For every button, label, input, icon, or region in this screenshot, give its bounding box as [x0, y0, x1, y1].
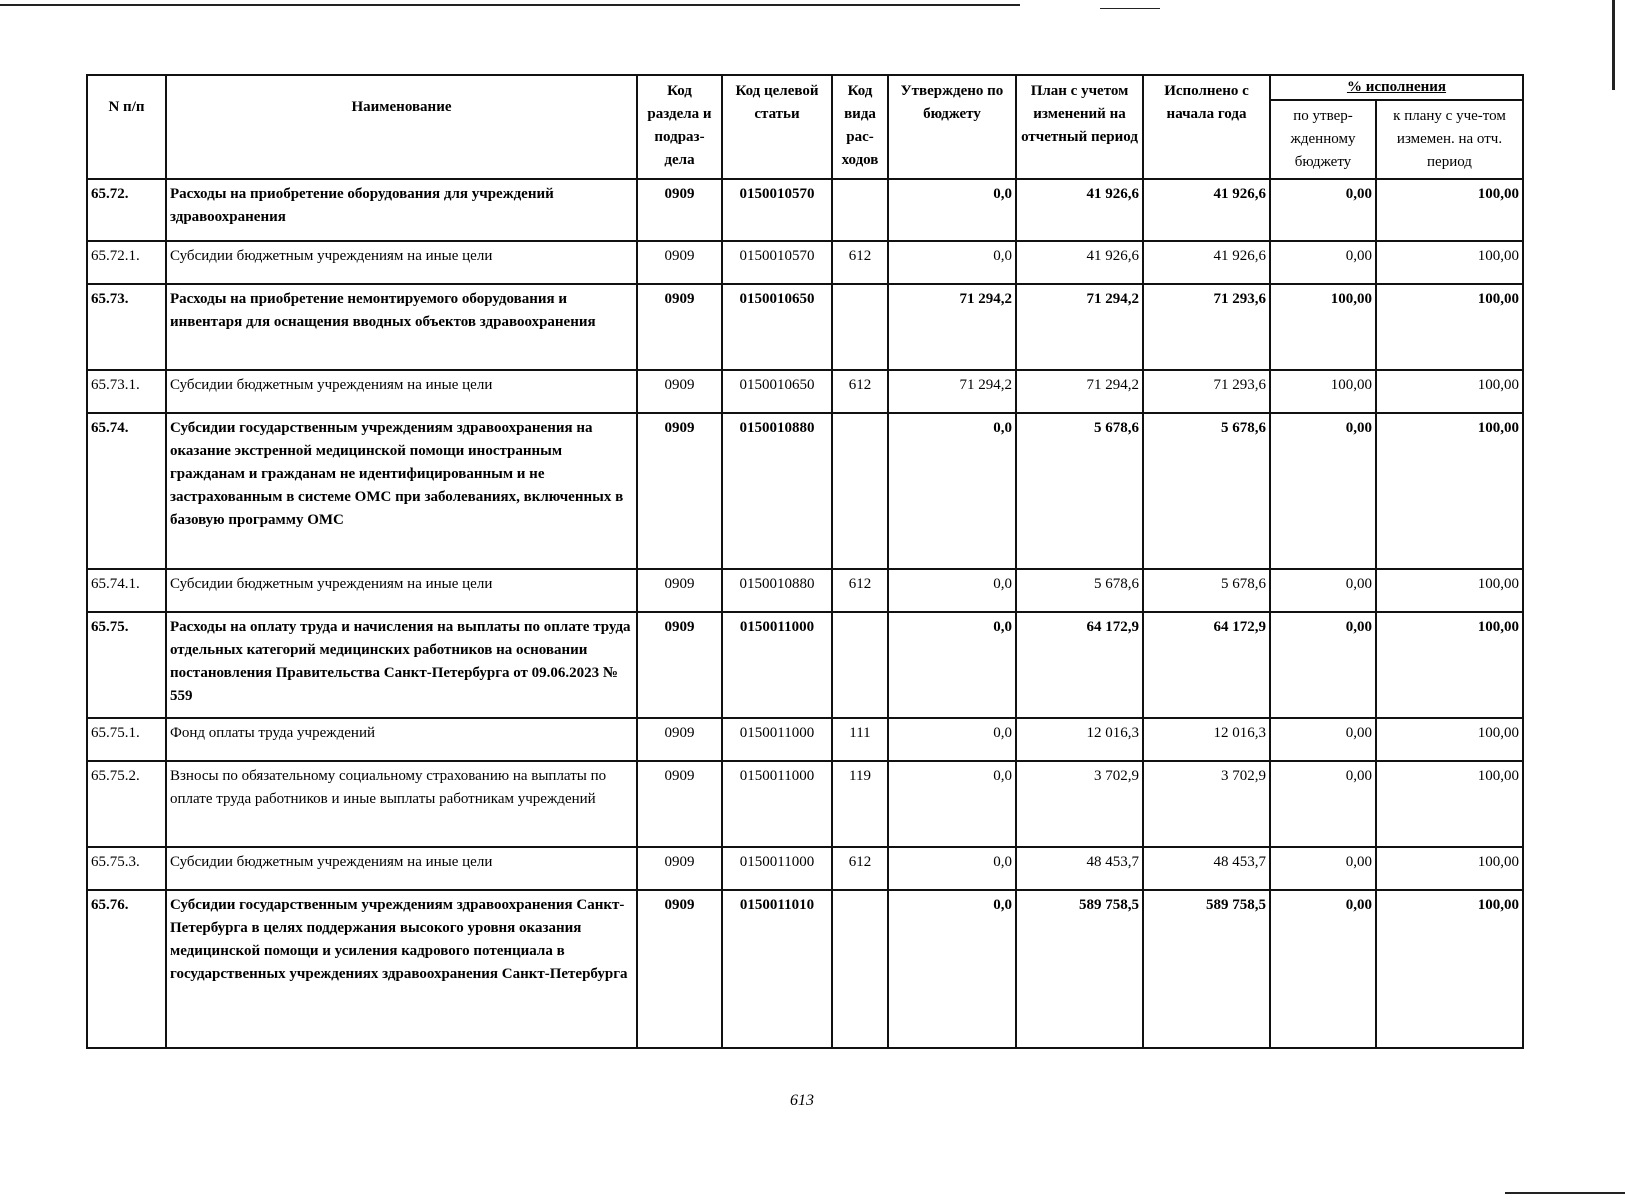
row-target-code: 0150010650 — [722, 370, 832, 413]
row-plan: 71 294,2 — [1016, 370, 1143, 413]
row-executed: 48 453,7 — [1143, 847, 1270, 890]
row-target-code: 0150010570 — [722, 241, 832, 284]
header-executed: Исполнено с начала года — [1143, 75, 1270, 179]
row-name: Субсидии государственным учреждениям здравоохранения Санкт-Петербурга в целях поддержания высокого уровня оказания медицинской помощи и усиления кадрового потенциала в государственных учреждениях здравоохранения Санкт-Петербурга — [166, 890, 637, 1048]
row-target-code: 0150011000 — [722, 761, 832, 847]
row-name: Взносы по обязательному социальному страхованию на выплаты по оплате труда работников и иные выплаты работникам учреждений — [166, 761, 637, 847]
row-expense-type — [832, 890, 888, 1048]
row-pct-approved: 0,00 — [1270, 413, 1376, 569]
row-pct-plan: 100,00 — [1376, 761, 1523, 847]
row-target-code: 0150010570 — [722, 179, 832, 241]
row-pct-plan: 100,00 — [1376, 241, 1523, 284]
row-number: 65.73.1. — [87, 370, 166, 413]
row-number: 65.74.1. — [87, 569, 166, 612]
header-expense-type: Код вида рас-ходов — [832, 75, 888, 179]
row-approved: 0,0 — [888, 761, 1016, 847]
row-section-code: 0909 — [637, 569, 722, 612]
header-name: Наименование — [166, 75, 637, 179]
row-name: Фонд оплаты труда учреждений — [166, 718, 637, 761]
row-approved: 71 294,2 — [888, 284, 1016, 370]
row-approved: 71 294,2 — [888, 370, 1016, 413]
row-executed: 71 293,6 — [1143, 370, 1270, 413]
row-section-code: 0909 — [637, 890, 722, 1048]
row-name: Расходы на оплату труда и начисления на выплаты по оплате труда отдельных категорий медицинских работников на основании постановления Правительства Санкт-Петербурга от 09.06.2023 № 559 — [166, 612, 637, 718]
row-target-code: 0150011000 — [722, 847, 832, 890]
table-row — [87, 241, 1523, 284]
row-plan: 5 678,6 — [1016, 413, 1143, 569]
row-pct-plan: 100,00 — [1376, 612, 1523, 718]
row-name: Субсидии бюджетным учреждениям на иные цели — [166, 370, 637, 413]
row-plan: 41 926,6 — [1016, 241, 1143, 284]
row-approved: 0,0 — [888, 569, 1016, 612]
row-pct-approved: 0,00 — [1270, 569, 1376, 612]
row-section-code: 0909 — [637, 847, 722, 890]
row-approved: 0,0 — [888, 718, 1016, 761]
row-name: Субсидии государственным учреждениям здравоохранения на оказание экстренной медицинской помощи иностранным гражданам и гражданам не идентифицированным и не застрахованным в системе ОМС при заболеваниях, включенных в базовую программу ОМС — [166, 413, 637, 569]
row-section-code: 0909 — [637, 241, 722, 284]
header-section-code: Код раздела и подраз-дела — [637, 75, 722, 179]
row-name: Расходы на приобретение оборудования для учреждений здравоохранения — [166, 179, 637, 241]
row-expense-type: 612 — [832, 241, 888, 284]
row-section-code: 0909 — [637, 284, 722, 370]
table-row — [87, 847, 1523, 890]
row-approved: 0,0 — [888, 241, 1016, 284]
row-approved: 0,0 — [888, 847, 1016, 890]
table-row — [87, 761, 1523, 847]
row-plan: 71 294,2 — [1016, 284, 1143, 370]
row-name: Субсидии бюджетным учреждениям на иные цели — [166, 847, 637, 890]
row-section-code: 0909 — [637, 370, 722, 413]
row-pct-approved: 0,00 — [1270, 718, 1376, 761]
row-section-code: 0909 — [637, 718, 722, 761]
table-row — [87, 718, 1523, 761]
row-name: Субсидии бюджетным учреждениям на иные цели — [166, 569, 637, 612]
row-section-code: 0909 — [637, 612, 722, 718]
row-expense-type: 612 — [832, 569, 888, 612]
row-plan: 12 016,3 — [1016, 718, 1143, 761]
page-number: 613 — [790, 1092, 814, 1109]
table-body — [87, 179, 1523, 1048]
row-approved: 0,0 — [888, 413, 1016, 569]
table-row — [87, 284, 1523, 370]
row-pct-plan: 100,00 — [1376, 890, 1523, 1048]
row-plan: 5 678,6 — [1016, 569, 1143, 612]
row-expense-type — [832, 612, 888, 718]
row-pct-approved: 0,00 — [1270, 241, 1376, 284]
row-plan: 64 172,9 — [1016, 612, 1143, 718]
scan-top-line — [0, 4, 1020, 6]
row-executed: 64 172,9 — [1143, 612, 1270, 718]
row-plan: 589 758,5 — [1016, 890, 1143, 1048]
row-target-code: 0150010650 — [722, 284, 832, 370]
row-pct-approved: 0,00 — [1270, 847, 1376, 890]
row-target-code: 0150010880 — [722, 413, 832, 569]
header-target-code: Код целевой статьи — [722, 75, 832, 179]
row-number: 65.75.3. — [87, 847, 166, 890]
row-section-code: 0909 — [637, 413, 722, 569]
row-expense-type: 119 — [832, 761, 888, 847]
row-pct-approved: 100,00 — [1270, 370, 1376, 413]
row-pct-plan: 100,00 — [1376, 718, 1523, 761]
row-approved: 0,0 — [888, 179, 1016, 241]
row-plan: 3 702,9 — [1016, 761, 1143, 847]
row-executed: 5 678,6 — [1143, 569, 1270, 612]
header-num: N п/п — [87, 75, 166, 179]
row-section-code: 0909 — [637, 761, 722, 847]
header-approved: Утверждено по бюджету — [888, 75, 1016, 179]
row-pct-plan: 100,00 — [1376, 284, 1523, 370]
header-pct-approved: по утвер-жденному бюджету — [1270, 100, 1376, 179]
header-row — [87, 75, 1523, 100]
row-pct-plan: 100,00 — [1376, 413, 1523, 569]
row-pct-approved: 0,00 — [1270, 761, 1376, 847]
row-plan: 41 926,6 — [1016, 179, 1143, 241]
row-pct-plan: 100,00 — [1376, 370, 1523, 413]
row-target-code: 0150010880 — [722, 569, 832, 612]
row-expense-type — [832, 179, 888, 241]
row-executed: 3 702,9 — [1143, 761, 1270, 847]
row-plan: 48 453,7 — [1016, 847, 1143, 890]
row-number: 65.74. — [87, 413, 166, 569]
row-section-code: 0909 — [637, 179, 722, 241]
row-number: 65.75.1. — [87, 718, 166, 761]
row-target-code: 0150011000 — [722, 718, 832, 761]
row-pct-approved: 0,00 — [1270, 612, 1376, 718]
row-target-code: 0150011010 — [722, 890, 832, 1048]
row-expense-type — [832, 284, 888, 370]
header-pct-plan: к плану с уче-том измемен. на отч. период — [1376, 100, 1523, 179]
row-pct-approved: 0,00 — [1270, 890, 1376, 1048]
row-number: 65.75. — [87, 612, 166, 718]
row-executed: 5 678,6 — [1143, 413, 1270, 569]
row-executed: 71 293,6 — [1143, 284, 1270, 370]
budget-execution-table — [86, 74, 1524, 1049]
row-number: 65.73. — [87, 284, 166, 370]
row-name: Субсидии бюджетным учреждениям на иные цели — [166, 241, 637, 284]
scan-bottom-line — [1505, 1192, 1625, 1194]
row-number: 65.72.1. — [87, 241, 166, 284]
row-expense-type — [832, 413, 888, 569]
row-number: 65.72. — [87, 179, 166, 241]
table-row — [87, 413, 1523, 569]
row-number: 65.76. — [87, 890, 166, 1048]
header-percent-group: % исполнения — [1270, 75, 1523, 100]
scan-right-edge — [1612, 0, 1615, 90]
row-pct-plan: 100,00 — [1376, 179, 1523, 241]
row-executed: 589 758,5 — [1143, 890, 1270, 1048]
row-target-code: 0150011000 — [722, 612, 832, 718]
row-pct-approved: 100,00 — [1270, 284, 1376, 370]
table-row — [87, 612, 1523, 718]
table-row — [87, 890, 1523, 1048]
row-approved: 0,0 — [888, 612, 1016, 718]
row-pct-approved: 0,00 — [1270, 179, 1376, 241]
table-row — [87, 569, 1523, 612]
row-expense-type: 612 — [832, 370, 888, 413]
row-pct-plan: 100,00 — [1376, 569, 1523, 612]
row-approved: 0,0 — [888, 890, 1016, 1048]
row-expense-type: 612 — [832, 847, 888, 890]
table-row — [87, 179, 1523, 241]
row-name: Расходы на приобретение немонтируемого оборудования и инвентаря для оснащения вводных объектов здравоохранения — [166, 284, 637, 370]
row-pct-plan: 100,00 — [1376, 847, 1523, 890]
header-plan: План с учетом изменений на отчетный период — [1016, 75, 1143, 179]
row-expense-type: 111 — [832, 718, 888, 761]
row-executed: 41 926,6 — [1143, 179, 1270, 241]
row-number: 65.75.2. — [87, 761, 166, 847]
row-executed: 12 016,3 — [1143, 718, 1270, 761]
scan-top-line-short — [1100, 8, 1160, 9]
row-executed: 41 926,6 — [1143, 241, 1270, 284]
table-row — [87, 370, 1523, 413]
